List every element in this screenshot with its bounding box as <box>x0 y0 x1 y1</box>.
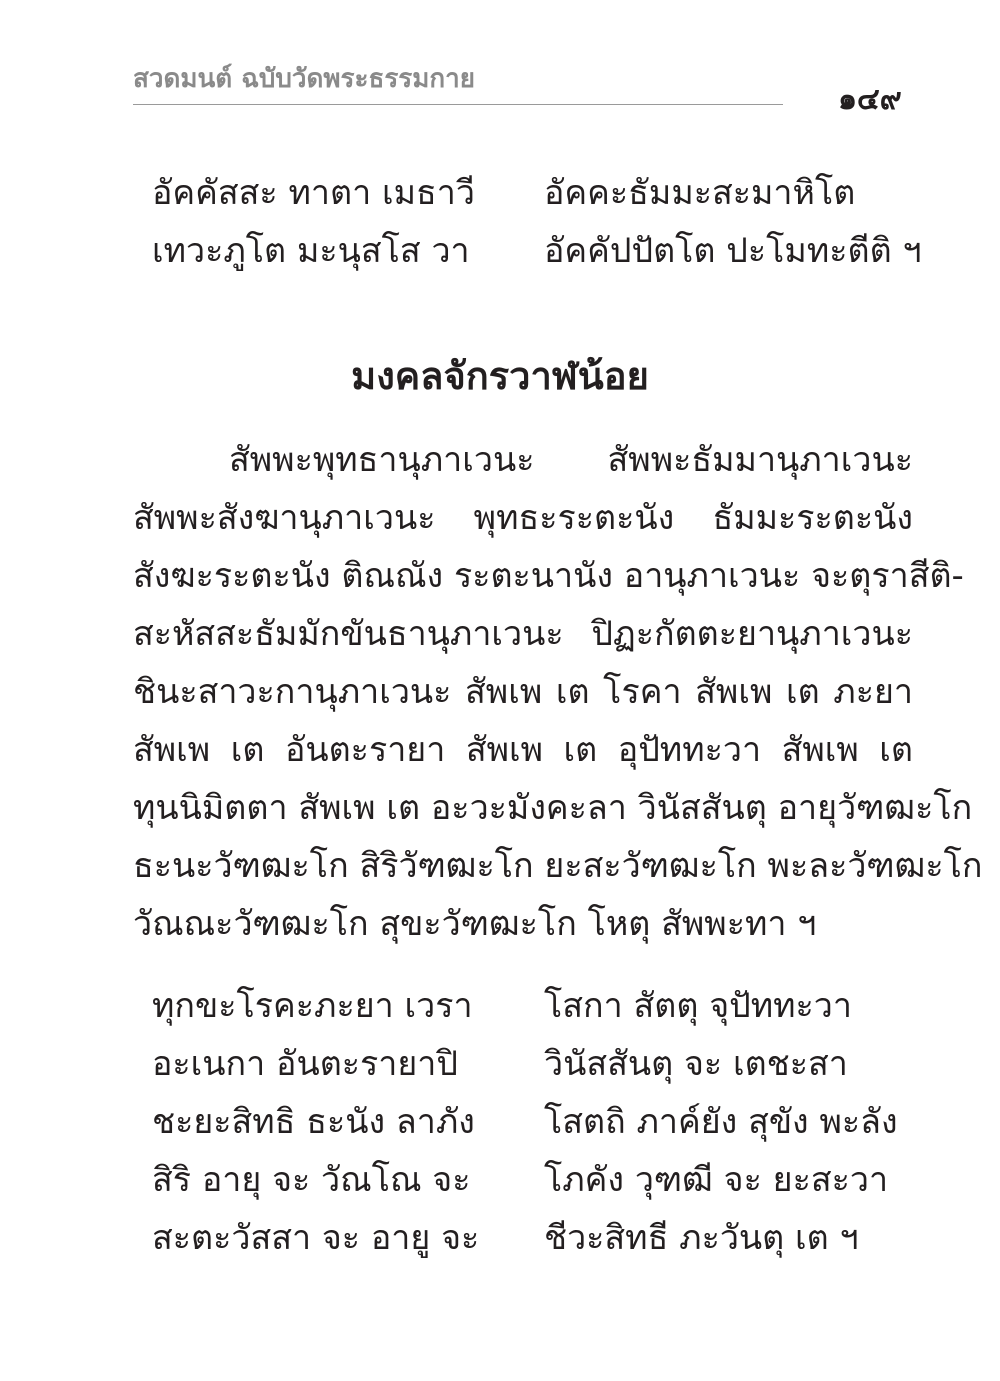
prose-line: ชินะสาวะกานุภาเวนะ สัพเพ เต โรคา สัพเพ เต ภะยา <box>133 672 913 712</box>
verse-left: ทุกขะโรคะภะยา เวรา <box>152 986 473 1026</box>
prose-paragraph <box>133 432 983 954</box>
prose-line: ทุนนิมิตตา สัพเพ เต อะวะมังคะลา วินัสสันตุ อายุวัฑฒะโก <box>133 788 973 828</box>
verse-left: อะเนกา อันตะรายาปิ <box>152 1044 458 1084</box>
verse-right: อัคคัปปัตโต ปะโมทะตีติ ฯ <box>544 231 922 271</box>
verse-left: อัคคัสสะ ทาตา เมธาวี <box>152 173 475 213</box>
prose-line: ธะนะวัฑฒะโก สิริวัฑฒะโก ยะสะวัฑฒะโก พะละวัฑฒะโก <box>133 846 983 886</box>
verse-left: สะตะวัสสา จะ อายู จะ <box>152 1218 480 1258</box>
verse-right: โสตถิ ภาค์ยัง สุขัง พะลัง <box>544 1102 898 1142</box>
verse-right: ชีวะสิทธี ภะวันตุ เต ฯ <box>544 1218 859 1258</box>
verse-left: สิริ อายุ จะ วัณโณ จะ <box>152 1160 471 1200</box>
verse-left: ชะยะสิทธิ ธะนัง ลาภัง <box>152 1102 475 1142</box>
verse-left: เทวะภูโต มะนุสโส วา <box>152 231 470 271</box>
verse-right: โสกา สัตตุ จุปัททะวา <box>544 986 852 1026</box>
prose-line: สัพเพ เต อันตะรายา สัพเพ เต อุปัททะวา สัพเพ เต <box>133 730 913 770</box>
verse-right: โภคัง วุฑฒี จะ ยะสะวา <box>544 1160 889 1200</box>
header-rule <box>133 104 783 105</box>
prose-line: สะหัสสะธัมมักขันธานุภาเวนะ ปิฏะกัตตะยานุภาเวนะ <box>133 614 913 654</box>
page-number: ๑๔๙ <box>838 82 902 117</box>
prose-line: สัพพะสังฆานุภาเวนะ พุทธะระตะนัง ธัมมะระตะนัง <box>133 498 913 538</box>
prose-line: สังฆะระตะนัง ติณณัง ระตะนานัง อานุภาเวนะ จะตุราสีติ- <box>133 556 964 596</box>
prose-line: สัพพะพุทธานุภาเวนะ สัพพะธัมมานุภาเวนะ <box>229 440 913 480</box>
verse-right: วินัสสันตุ จะ เตชะสา <box>544 1044 848 1084</box>
prose-line: วัณณะวัฑฒะโก สุขะวัฑฒะโก โหตุ สัพพะทา ฯ <box>133 904 817 944</box>
verse-right: อัคคะธัมมะสะมาหิโต <box>544 173 856 213</box>
running-title: สวดมนต์ ฉบับวัดพระธรรมกาย <box>133 64 475 94</box>
section-title: มงคลจักรวาฬน้อย <box>351 354 649 398</box>
